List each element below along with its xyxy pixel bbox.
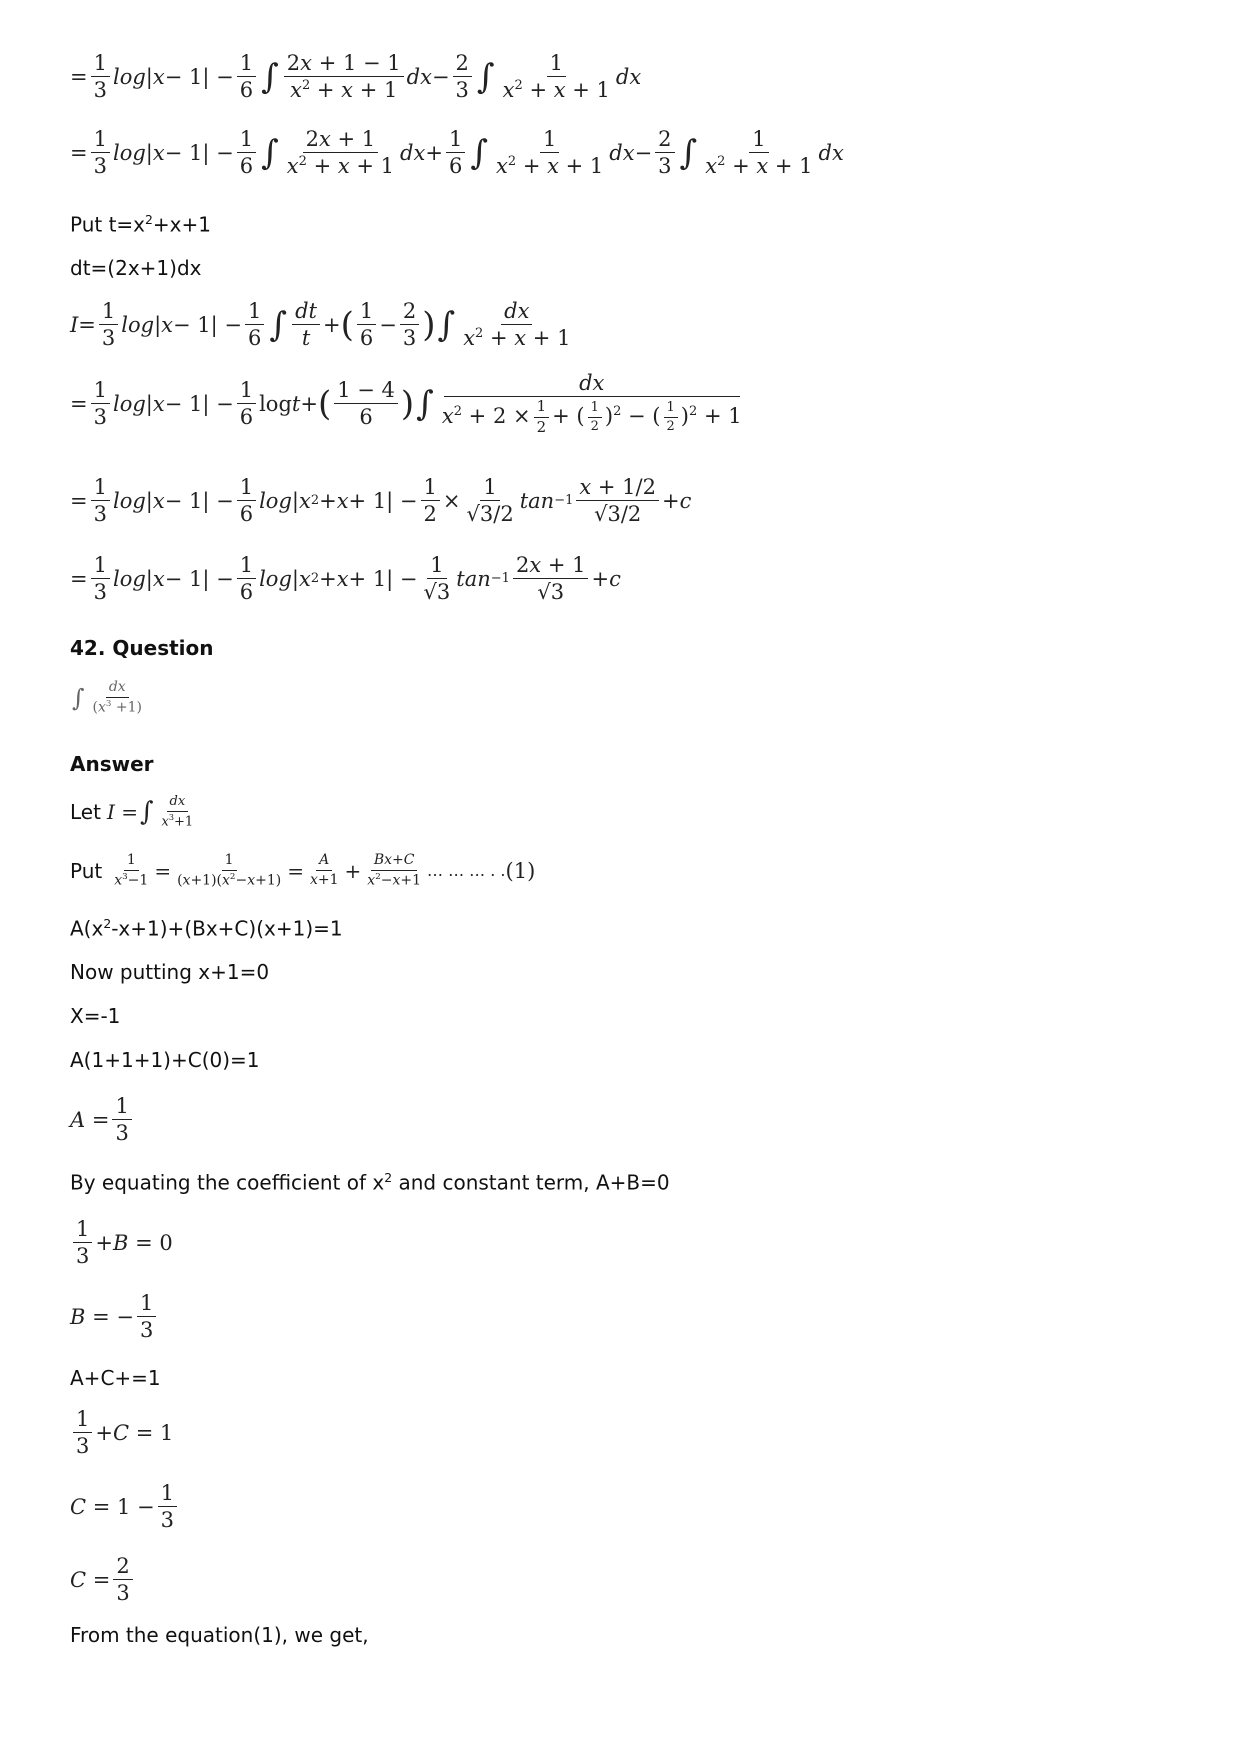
step-put-t: Put $t=x^2+x+1$: [70, 212, 211, 237]
b-value: B = − 1 3: [70, 1292, 159, 1341]
math-line-6: = 1 3 log | x − 1| − 1 6 log | x 2 + x + 1| − 1 √3 tan −1 2x + 1 √3 + c: [70, 553, 621, 605]
let-line: Let I = ∫ dx $x^3+1$: [70, 794, 194, 829]
c-equation: 1 3 + C = 1: [70, 1408, 173, 1457]
step-dt: dt=(2x+1)dx: [70, 256, 202, 280]
math-line-5: = 1 3 log | x − 1| − 1 6 log | x 2 + x + 1| − 1 2 × 1 √3/2 tan −1 x + 1/2 √3/2 + c: [70, 475, 692, 527]
equation-line: $A(x^2-x+1)+(Bx+C)(x+1)=1$: [70, 916, 343, 941]
a-value: A = 1 3: [70, 1095, 135, 1144]
sub-a: A(1+1+1)+C(0)=1: [70, 1048, 260, 1072]
c-value: C = 2 3: [70, 1555, 136, 1604]
x-value: X=-1: [70, 1004, 121, 1028]
answer-heading: Answer: [70, 752, 154, 776]
question-integral: ∫ dx $(x^3 +1)$: [72, 679, 142, 716]
ac-line: A+C+=1: [70, 1366, 161, 1390]
question-heading: 42. Question: [70, 636, 214, 660]
put-line: Put $\frac{1}{x^3-1}$ = $\frac{1}{(x+1)(x^2-x+1)}$ = $\frac{A}{x+1}$ + $\frac{Bx+C}{x^2-x+1}$ … … … . . (1): [70, 852, 536, 889]
from-equation: From the equation(1), we get,: [70, 1623, 369, 1647]
math-line-3: I = 1 3 log | x − 1| − 1 6 ∫ dt t + ( 1 6 − 2 3 ) ∫ dx $x^2 + x + 1$: [70, 299, 571, 351]
math-line-4: = 1 3 log | x − 1| − 1 6 log t + ( 1 − 4 6 ) ∫ dx $x^2 + 2$ × $\frac{1}{2}$ + ( $\frac{1}{2}$ )$^2$ − ( $\frac{1}{2}$ )$^2$ + 1: [70, 371, 742, 436]
coefficient-line: By equating the coefficient of $x^2$ and constant term, A+B=0: [70, 1170, 670, 1195]
math-line-1: = 1 3 log | x − 1| − 1 6 ∫ 2x + 1 − 1 $x^2 + x + 1$ dx − 2 3 ∫ 1 $x^2 + x + 1$ dx: [70, 51, 642, 103]
math-line-2: = 1 3 log | x − 1| − 1 6 ∫ 2x + 1 $x^2 + x + 1$ dx + 1 6 ∫ 1 $x^2 + x + 1$ dx − 2 3 ∫ 1 $x^2 + x + 1$ dx: [70, 127, 844, 179]
c-step: C = 1 − 1 3: [70, 1482, 180, 1531]
b-equation: 1 3 + B = 0: [70, 1218, 173, 1267]
now-putting: Now putting x+1=0: [70, 960, 270, 984]
